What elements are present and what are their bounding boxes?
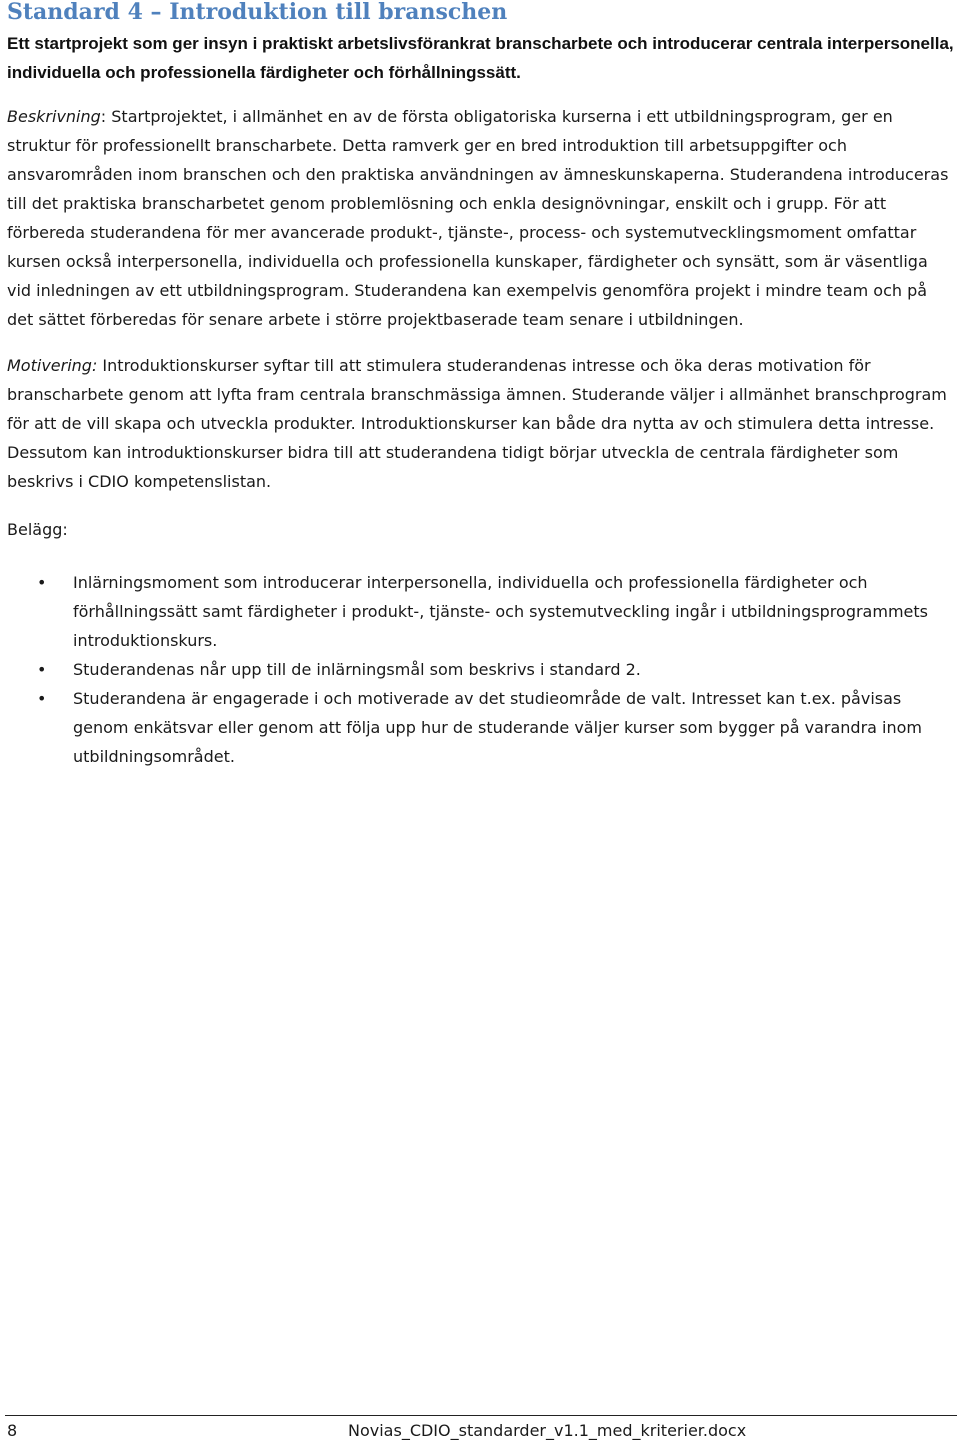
list-item-text: Studerandenas når upp till de inlärningsmål som beskrivs i standard 2. [73,660,641,679]
list-item-text: Studerandena är engagerade i och motiverade av det studieområde de valt. Intresset kan t.ex. påvisas genom enkätsvar eller genom att följa upp hur de studerande väljer kurser som bygger på varandra inom utbildningsområdet. [73,689,923,766]
evidence-list [7,568,955,771]
description-paragraph [7,102,955,334]
list-item [7,684,955,771]
evidence-label: Belägg: [7,520,68,539]
motivation-paragraph [7,351,955,496]
list-item [7,568,955,655]
description-label: Beskrivning [7,107,101,126]
section-lead: Ett startprojekt som ger insyn i praktiskt arbetslivsförankrat branscharbete och introducerar centrala interpersonella, individuella och professionella färdigheter och förhållningssätt. [7,34,954,82]
description-text: : Startprojektet, i allmänhet en av de första obligatoriska kurserna i ett utbildningsprogram, ger en struktur för professionellt branscharbete. Detta ramverk ger en bred introduktion till arbetsuppgifter och ansvarområden inom branschen och den praktiska användningen av ämneskunskaperna. Studerandena introduceras till det praktiska branscharbetet genom problemlösning och enkla designövningar, enskilt och i grupp. För att förbereda studerandena för mer avancerade produkt-, tjänste-, process- och systemutvecklingsmoment omfattar kursen också interpersonella, individuella och professionella kunskaper, färdigheter och synsätt, som är väsentliga vid inledningen av ett utbildningsprogram. Studerandena kan exempelvis genomföra projekt i mindre team och på det sättet förberedas för senare arbete i större projektbaserade team senare i utbildningen. [7,107,949,329]
section-title: Standard 4 – Introduktion till branschen [7,0,508,25]
page-footer [5,1415,957,1443]
bullet-icon: • [37,660,47,679]
bullet-icon: • [37,689,47,708]
list-item [7,655,955,684]
document-page [7,0,955,771]
motivation-text: Introduktionskurser syftar till att stimulera studerandenas intresse och öka deras motivation för branscharbete genom att lyfta fram centrala branschmässiga ämnen. Studerande väljer i allmänhet branschprogram för att de vill skapa och utveckla produkter. Introduktionskurser kan både dra nytta av och stimulera detta intresse. Dessutom kan introduktionskurser bidra till att studerandena tidigt börjar utveckla de centrala färdigheter som beskrivs i CDIO kompetenslistan. [7,356,947,491]
page-number: 8 [7,1421,18,1440]
list-item-text: Inlärningsmoment som introducerar interpersonella, individuella och professionella färdigheter och förhållningssätt samt färdigheter i produkt-, tjänste- och systemutveckling ingår i utbildningsprogrammets introduktionskurs. [73,573,928,650]
motivation-label: Motivering: [7,356,98,375]
document-name: Novias_CDIO_standarder_v1.1_med_kriterier.docx [348,1421,747,1440]
bullet-icon: • [37,573,47,592]
